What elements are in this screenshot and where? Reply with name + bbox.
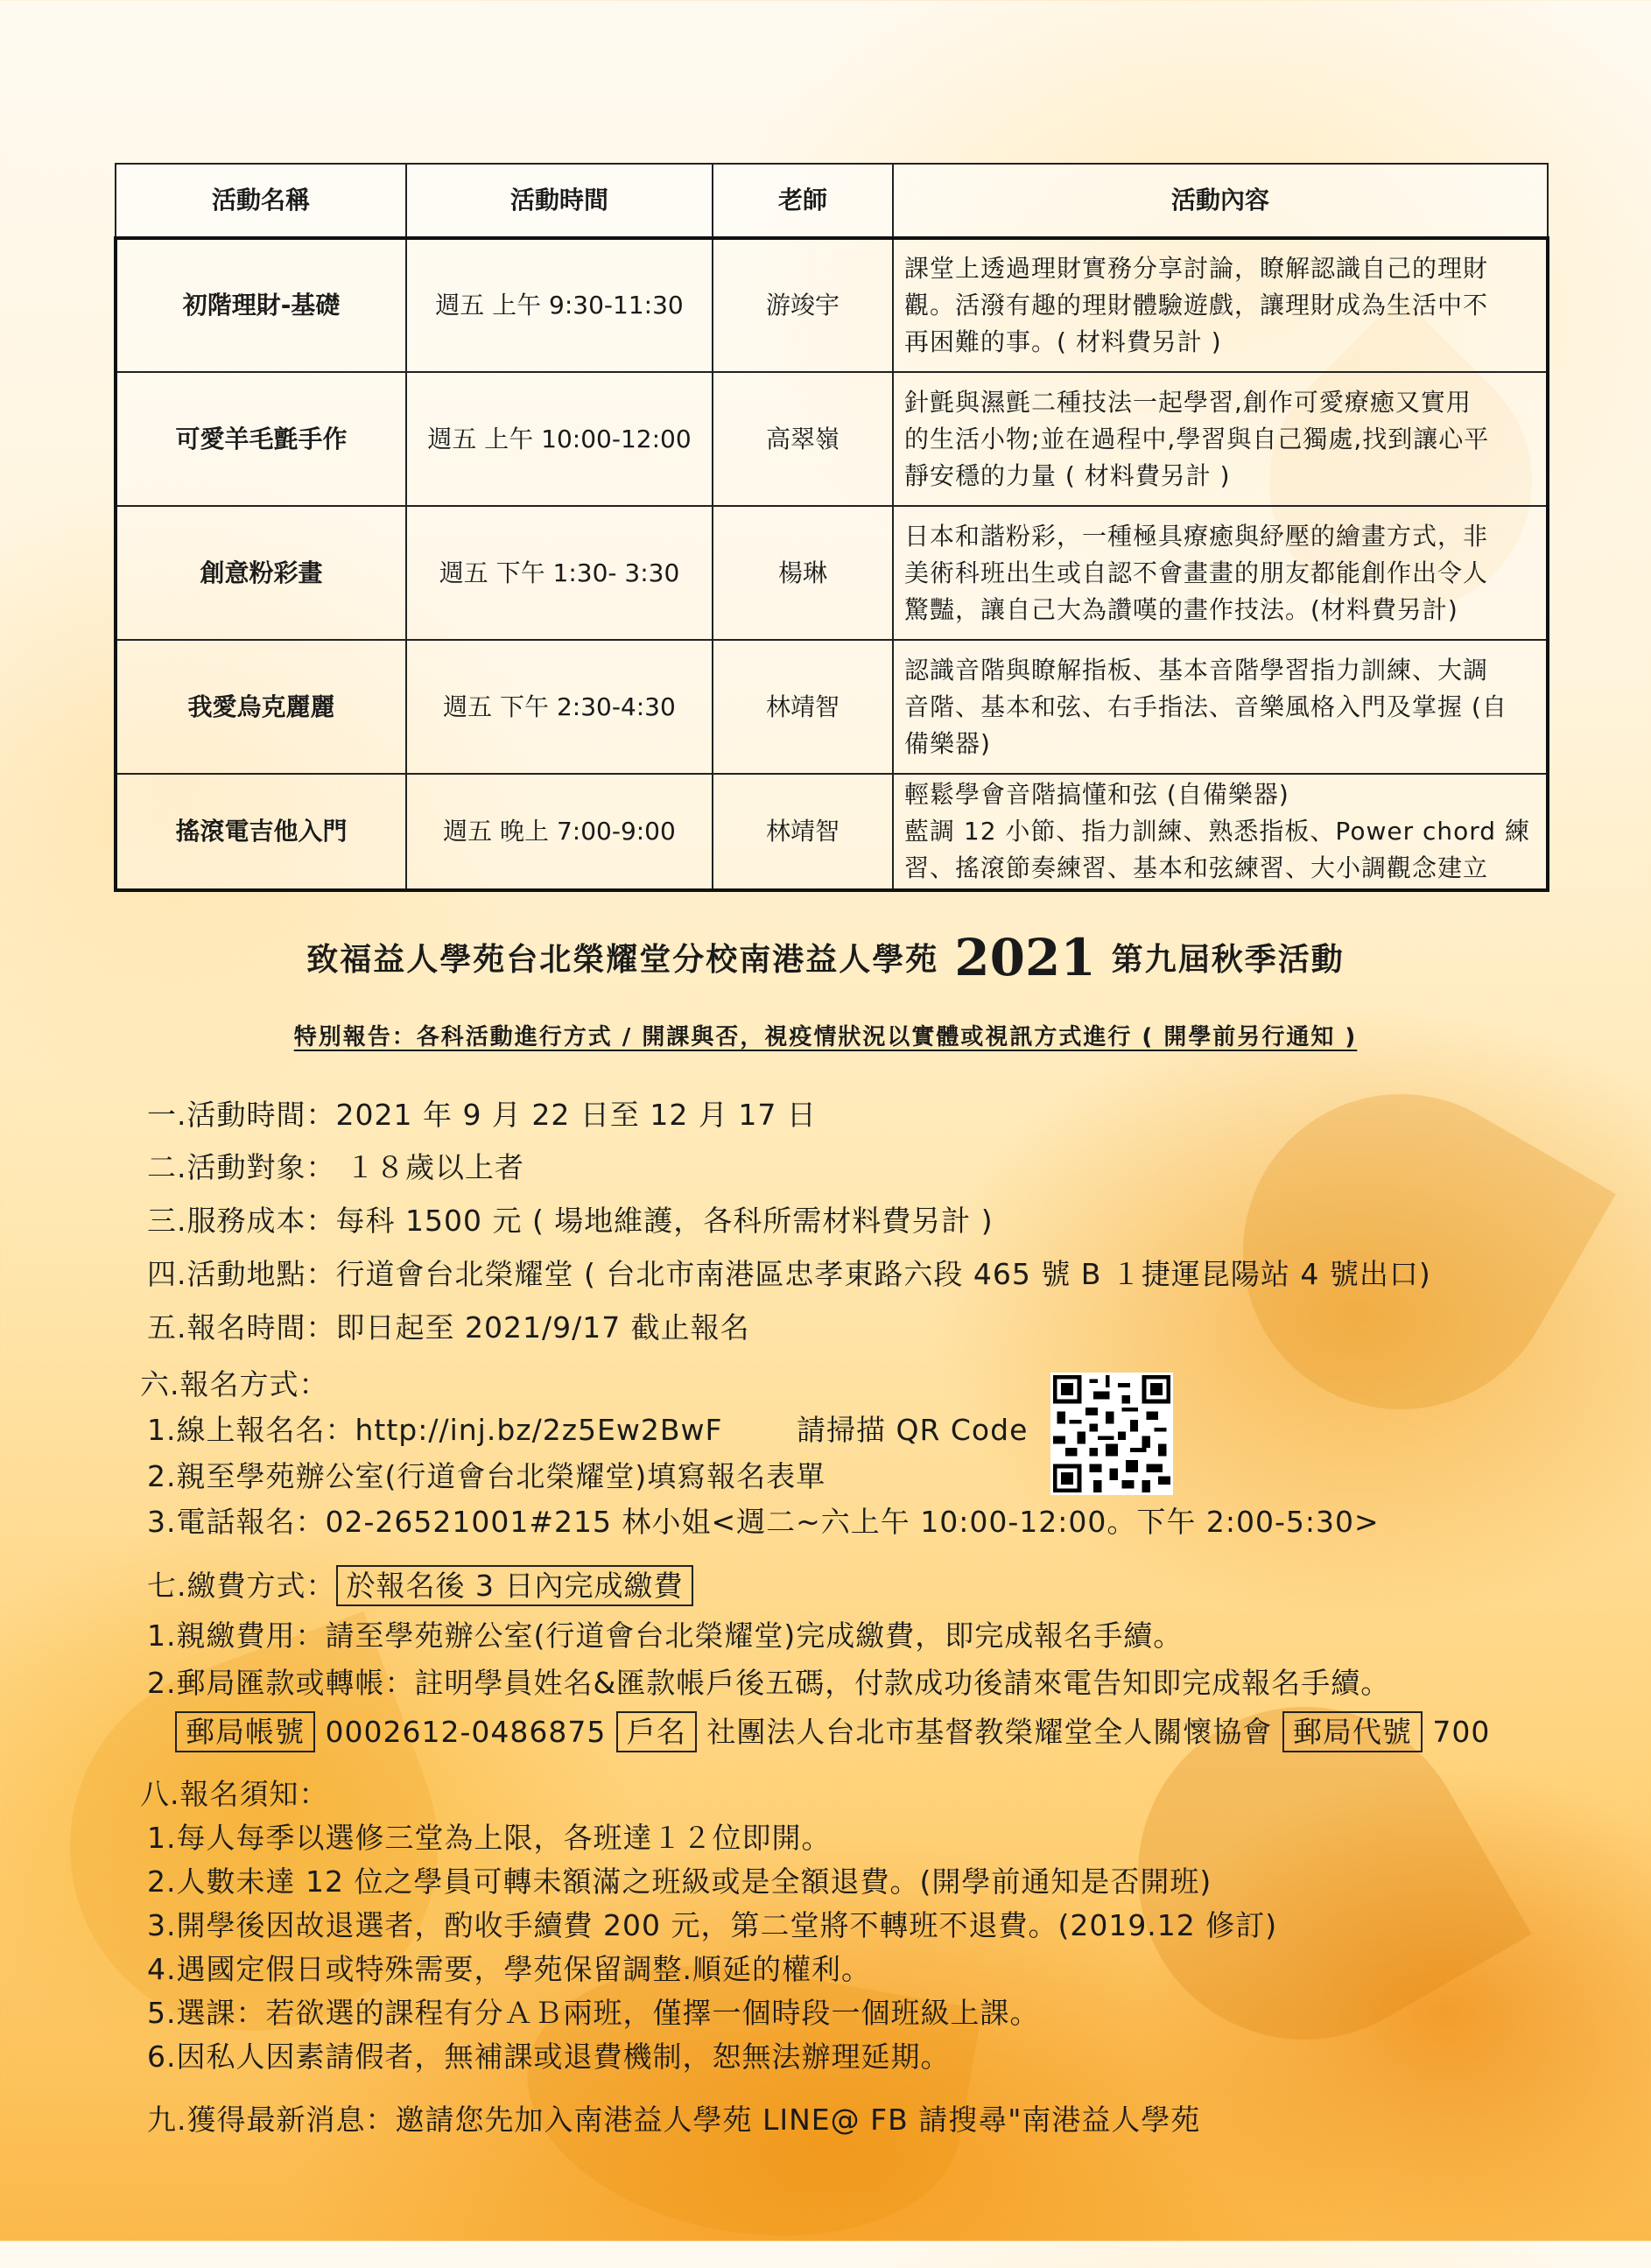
account-name-label: 戶名 — [616, 1711, 697, 1752]
table-row — [116, 506, 1548, 640]
info-phone-registration: 3.電話報名：02-26521001#215 林小姐<週二~六上午 10:00-12:00。下午 2:00-5:30> — [147, 1505, 1380, 1539]
info-payment-transfer: 2.郵局匯款或轉帳：註明學員姓名&匯款帳戶後五碼，付款成功後請來電告知即完成報名手續。 — [147, 1666, 1391, 1700]
table-row — [116, 640, 1548, 774]
course-name: 可愛羊毛氈手作 — [116, 372, 406, 506]
payment-label: 七.繳費方式： — [147, 1569, 336, 1603]
content-line: 靜安穩的力量 ( 材料費另計 ) — [904, 460, 1231, 490]
info-payment-in-person: 1.親繳費用：請至學苑辦公室(行道會台北榮耀堂)完成繳費，即完成報名手續。 — [147, 1618, 1184, 1653]
course-teacher: 高翠嶺 — [713, 372, 893, 506]
content-line: 驚豔，讓自己大為讚嘆的畫作技法。(材料費另計) — [904, 594, 1458, 624]
content-line: 日本和諧粉彩，一種極具療癒與紓壓的繪畫方式，非 — [904, 521, 1489, 551]
course-name: 搖滾電吉他入門 — [116, 774, 406, 890]
course-time: 週五 上午 10:00-12:00 — [406, 372, 713, 506]
title-org: 致福益人學苑台北榮耀堂分校南港益人學苑 — [306, 942, 939, 978]
payment-deadline-box: 於報名後 3 日內完成繳費 — [336, 1565, 694, 1606]
course-content — [893, 774, 1548, 890]
table-row — [116, 372, 1548, 506]
course-content — [893, 506, 1548, 640]
course-teacher: 林靖智 — [713, 774, 893, 890]
note-item: 3.開學後因故退選者，酌收手續費 200 元，第二堂將不轉班不退費。(2019.12 修訂) — [147, 1908, 1278, 1942]
content-line: 再困難的事。( 材料費另計 ) — [904, 327, 1222, 356]
course-teacher: 林靖智 — [713, 640, 893, 774]
post-account-number: 0002612-0486875 — [325, 1715, 607, 1749]
title-season: 第九屆秋季活動 — [1111, 942, 1345, 978]
content-line: 藍調 12 小節、指力訓練、熟悉指板、Power chord 練 — [904, 817, 1530, 846]
info-online-registration: 1.線上報名名：http://inj.bz/2z5Ew2BwF — [147, 1413, 723, 1447]
content-line: 課堂上透過理財實務分享討論，瞭解認識自己的理財 — [904, 254, 1489, 283]
qr-code-icon[interactable] — [1050, 1373, 1173, 1495]
course-name: 初階理財-基礎 — [116, 238, 406, 372]
title-year: 2021 — [954, 928, 1096, 987]
content-line: 美術科班出生或自認不會畫畫的朋友都能創作出令人 — [904, 558, 1489, 587]
header-activity-time: 活動時間 — [406, 164, 713, 238]
course-time: 週五 下午 2:30-4:30 — [406, 640, 713, 774]
account-name: 社團法人台北市基督教榮耀堂全人關懷協會 — [706, 1715, 1273, 1749]
course-name: 我愛烏克麗麗 — [116, 640, 406, 774]
info-audience: 二.活動對象： １８歲以上者 — [147, 1150, 524, 1184]
note-item: 6.因私人因素請假者，無補課或退費機制，恕無法辦理延期。 — [147, 2040, 951, 2074]
content-line: 的生活小物;並在過程中,學習與自己獨處,找到讓心平 — [904, 424, 1490, 453]
special-notice-text: 特別報告：各科活動進行方式 / 開課與否，視疫情狀況以實體或視訊方式進行 ( 開學前另行通知 ) — [293, 1024, 1358, 1050]
course-teacher: 游竣宇 — [713, 238, 893, 372]
header-activity-content: 活動內容 — [893, 164, 1548, 238]
course-content — [893, 372, 1548, 506]
info-payment-methods — [147, 1563, 693, 1604]
table-row — [116, 238, 1548, 372]
content-line: 針氈與濕氈二種技法一起學習,創作可愛療癒又實用 — [904, 387, 1472, 417]
qr-instruction: 請掃描 QR Code — [797, 1413, 1029, 1447]
table-header-row — [116, 164, 1548, 238]
header-activity-name: 活動名稱 — [116, 164, 406, 238]
post-account-info — [175, 1710, 1490, 1751]
content-line: 習、搖滾節奏練習、基本和弦練習、大小調觀念建立 — [904, 853, 1489, 882]
course-time: 週五 晚上 7:00-9:00 — [406, 774, 713, 890]
header-teacher: 老師 — [713, 164, 893, 238]
info-registration-time: 五.報名時間：即日起至 2021/9/17 截止報名 — [147, 1310, 750, 1345]
course-teacher: 楊琳 — [713, 506, 893, 640]
info-registration-notes: 八.報名須知： — [140, 1777, 329, 1811]
post-code-label: 郵局代號 — [1282, 1711, 1423, 1752]
content-line: 認識音階與瞭解指板、基本音階學習指力訓練、大調 — [904, 655, 1489, 685]
info-office-registration: 2.親至學苑辦公室(行道會台北榮耀堂)填寫報名表單 — [147, 1459, 826, 1493]
note-item: 5.選課：若欲選的課程有分ＡＢ兩班，僅擇一個時段一個班級上課。 — [147, 1996, 1040, 2030]
info-registration-methods: 六.報名方式： — [140, 1367, 329, 1401]
info-activity-time: 一.活動時間：2021 年 9 月 22 日至 12 月 17 日 — [147, 1098, 817, 1132]
course-content — [893, 640, 1548, 774]
note-item: 1.每人每季以選修三堂為上限，各班達１２位即開。 — [147, 1821, 832, 1855]
note-item: 4.遇國定假日或特殊需要，學苑保留調整.順延的權利。 — [147, 1952, 871, 1986]
course-table — [114, 163, 1549, 892]
content-line: 備樂器) — [904, 728, 991, 758]
page-title — [0, 928, 1651, 987]
info-cost: 三.服務成本：每科 1500 元 ( 場地維護，各科所需材料費另計 ) — [147, 1204, 994, 1238]
content-line: 輕鬆學會音階搞懂和弦 (自備樂器) — [904, 780, 1289, 809]
course-name: 創意粉彩畫 — [116, 506, 406, 640]
course-time: 週五 上午 9:30-11:30 — [406, 238, 713, 372]
course-time: 週五 下午 1:30- 3:30 — [406, 506, 713, 640]
table-row — [116, 774, 1548, 890]
post-code: 700 — [1432, 1715, 1491, 1749]
post-account-label: 郵局帳號 — [175, 1711, 315, 1752]
info-location: 四.活動地點：行道會台北榮耀堂 ( 台北市南港區忠孝東路六段 465 號 B １捷運昆陽站 4 號出口) — [147, 1257, 1431, 1291]
course-content — [893, 238, 1548, 372]
content-line: 觀。活潑有趣的理財體驗遊戲，讓理財成為生活中不 — [904, 291, 1489, 319]
info-latest-news: 九.獲得最新消息：邀請您先加入南港益人學苑 LINE@ FB 請搜尋"南港益人學苑 — [147, 2103, 1201, 2137]
content-line: 音階、基本和弦、右手指法、音樂風格入門及掌握 (自 — [904, 692, 1507, 721]
note-item: 2.人數未達 12 位之學員可轉未額滿之班級或是全額退費。(開學前通知是否開班) — [147, 1864, 1212, 1899]
special-notice — [0, 1019, 1651, 1051]
